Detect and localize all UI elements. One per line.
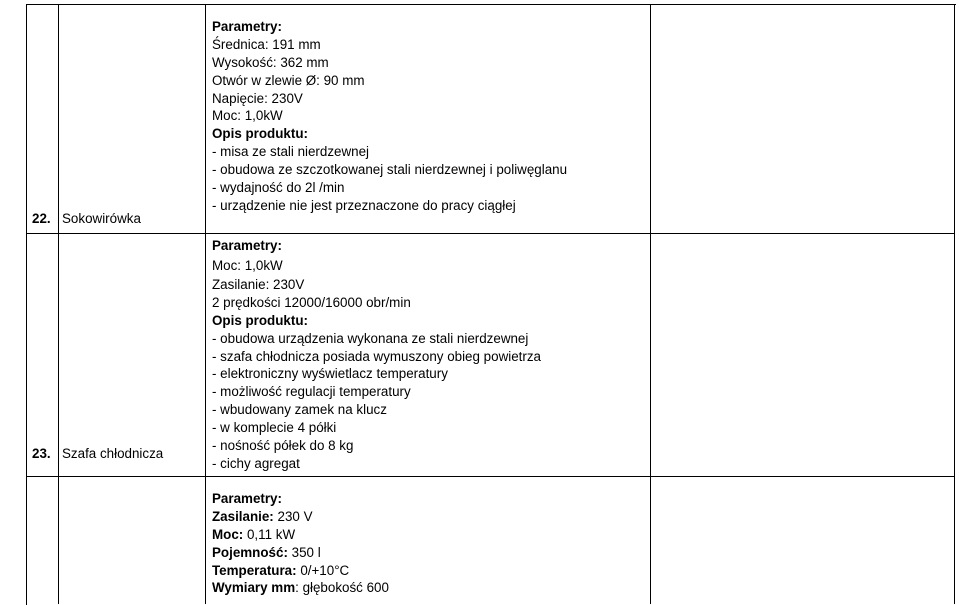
column-divider — [205, 4, 206, 604]
column-divider — [58, 4, 59, 604]
line-text: - urządzenie nie jest przeznaczone do pracy ciągłej — [212, 197, 516, 213]
line-text: Moc: 1,0kW — [212, 108, 283, 124]
row-number: 23. — [32, 446, 51, 461]
description-line — [212, 365, 541, 383]
description-line — [212, 508, 389, 526]
line-text: - w komplecie 4 półki — [212, 420, 337, 436]
description-line — [212, 419, 541, 437]
line-text: - cichy agregat — [212, 455, 300, 471]
line-label: Wymiary mm — [212, 580, 296, 596]
line-label: Parametry: — [212, 491, 282, 506]
product-description — [212, 490, 389, 597]
description-line — [212, 90, 567, 108]
line-text: - elektroniczny wyświetlacz temperatury — [212, 366, 448, 382]
row-number: 22. — [32, 211, 51, 226]
line-text: - misa ze stali nierdzewnej — [212, 144, 370, 160]
line-text: 2 prędkości 12000/16000 obr/min — [212, 294, 411, 310]
product-description — [212, 18, 567, 215]
product-name: Szafa chłodnicza — [62, 446, 164, 461]
line-label: Opis produktu: — [212, 126, 308, 142]
description-line — [212, 544, 389, 562]
product-description — [212, 237, 541, 473]
description-line — [212, 455, 541, 473]
line-text: 230 V — [273, 508, 313, 524]
line-label: Temperatura: — [212, 562, 297, 578]
line-text: - szafa chłodnicza posiada wymuszony obieg powietrza — [212, 348, 541, 364]
line-text: - obudowa urządzenia wykonana ze stali nierdzewnej — [212, 330, 529, 346]
description-line — [212, 294, 541, 312]
line-text: Wysokość: 362 mm — [212, 54, 329, 70]
line-label: Moc: — [212, 526, 244, 542]
line-text: 0,11 kW — [243, 526, 296, 542]
description-line — [212, 383, 541, 401]
description-line — [212, 526, 389, 544]
line-text: 0/+10°C — [296, 562, 350, 578]
line-label: Parametry: — [212, 19, 282, 34]
column-divider — [650, 4, 651, 604]
section-heading — [212, 490, 389, 508]
description-line — [212, 401, 541, 419]
description-line — [212, 107, 567, 125]
description-line — [212, 36, 567, 54]
line-text: Średnica: 191 mm — [212, 36, 321, 52]
line-label: Parametry: — [212, 238, 282, 253]
description-line — [212, 276, 541, 294]
row-divider — [26, 476, 955, 477]
section-heading — [212, 125, 567, 143]
line-text: Otwór w zlewie Ø: 90 mm — [212, 72, 365, 88]
line-text: 350 l — [287, 544, 321, 560]
line-text: Zasilanie: 230V — [212, 277, 305, 292]
table-right-border — [954, 4, 955, 604]
line-text: - wydajność do 2l /min — [212, 180, 345, 196]
description-line — [212, 437, 541, 455]
description-line — [212, 197, 567, 215]
line-text: - obudowa ze szczotkowanej stali nierdzewnej i poliwęglanu — [212, 162, 568, 178]
line-label: Zasilanie: — [212, 508, 274, 524]
section-heading — [212, 18, 567, 36]
line-text: - nośność półek do 8 kg — [212, 438, 354, 454]
line-label: Opis produktu: — [212, 312, 308, 328]
description-line — [212, 143, 567, 161]
line-text: - możliwość regulacji temperatury — [212, 384, 411, 400]
description-line — [212, 348, 541, 366]
product-name: Sokowirówka — [62, 211, 141, 226]
description-line — [212, 562, 389, 580]
row-divider — [26, 233, 955, 234]
description-line — [212, 72, 567, 90]
description-line — [212, 179, 567, 197]
line-text: - wbudowany zamek na klucz — [212, 402, 387, 418]
section-heading — [212, 312, 541, 330]
line-text: : głębokość 600 — [295, 580, 389, 596]
description-line — [212, 54, 567, 72]
description-line — [212, 330, 541, 348]
line-text: Moc: 1,0kW — [212, 257, 283, 273]
section-heading — [212, 237, 541, 257]
description-line — [212, 579, 389, 597]
line-label: Pojemność: — [212, 544, 288, 560]
description-line — [212, 161, 567, 179]
description-line — [212, 257, 541, 277]
line-text: Napięcie: 230V — [212, 90, 303, 106]
